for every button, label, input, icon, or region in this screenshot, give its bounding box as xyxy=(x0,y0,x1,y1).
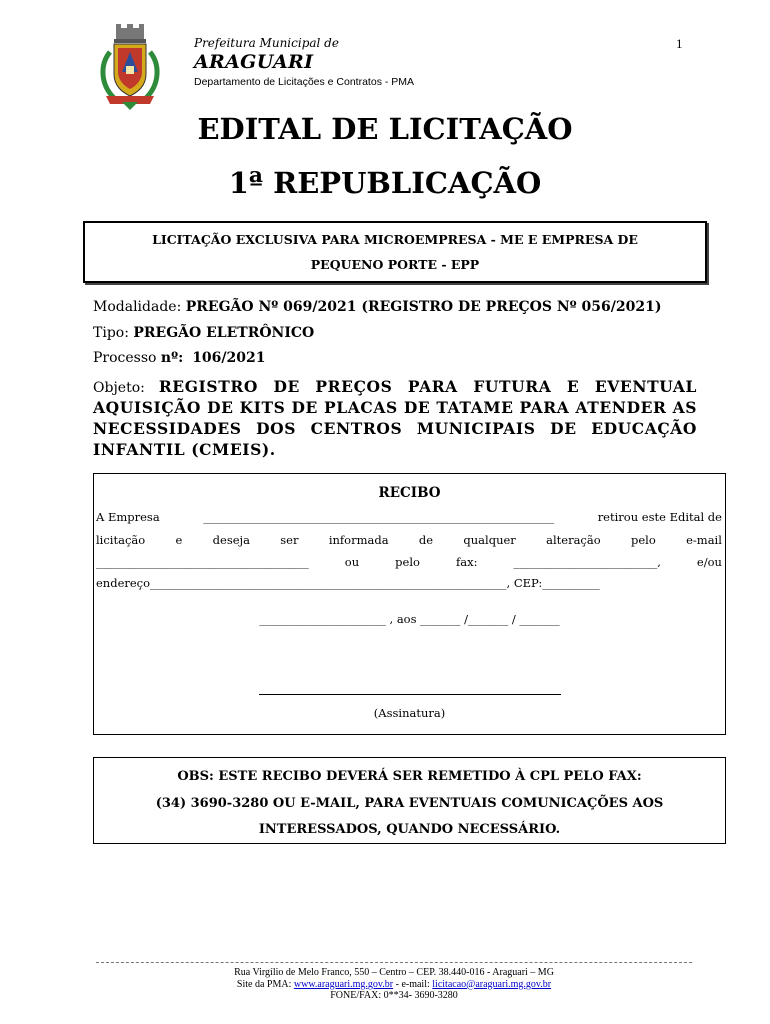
recibo-box xyxy=(93,473,726,735)
tipo-label: Tipo: xyxy=(93,325,129,341)
processo-field xyxy=(93,350,266,366)
footer-email-link[interactable]: licitacao@araguari.mg.gov.br xyxy=(432,978,552,990)
recibo-word: fax: xyxy=(455,555,478,569)
recibo-word: e/ou xyxy=(696,555,722,569)
footer-divider xyxy=(96,962,692,963)
recibo-word: de xyxy=(418,533,434,547)
recibo-text: A Empresa xyxy=(96,510,160,524)
footer-site-label: Site da PMA: xyxy=(236,978,292,990)
exclusive-notice-line1: LICITAÇÃO EXCLUSIVA PARA MICROEMPRESA - ME E EMPRESA DE xyxy=(152,232,638,247)
recibo-date-line: ______________________ , aos _______ /_______ / _______ xyxy=(259,612,560,626)
recibo-line-licitacao xyxy=(96,533,722,547)
fax-blank: _________________________, xyxy=(513,555,661,569)
address-cep-blank: endereço______________________________________________________________, CEP:__________ xyxy=(96,576,600,590)
recibo-title: RECIBO xyxy=(378,485,441,501)
objeto-label: Objeto: xyxy=(93,380,145,396)
exclusive-notice-line2: PEQUENO PORTE - EPP xyxy=(310,257,480,272)
company-blank: _____________________________________________________________ xyxy=(203,510,555,524)
signature-label: (Assinatura) xyxy=(373,706,446,720)
recibo-word: deseja xyxy=(212,533,250,547)
recibo-line-address xyxy=(96,576,722,590)
observation-line3: INTERESSADOS, QUANDO NECESSÁRIO. xyxy=(258,822,561,837)
header-city: ARAGUARI xyxy=(194,51,314,73)
recibo-word: alteração xyxy=(546,533,601,547)
modalidade-field xyxy=(93,299,661,315)
recibo-word: e xyxy=(175,533,183,547)
footer-address: Rua Virgílio de Melo Franco, 550 – Centro – CEP. 38.440-016 - Araguari – MG xyxy=(234,967,554,978)
processo-number-label: nº: xyxy=(160,350,184,366)
objeto-field xyxy=(93,377,697,461)
recibo-word: licitação xyxy=(96,533,146,547)
recibo-word: ou xyxy=(344,555,360,569)
recibo-line-email-fax xyxy=(96,555,722,569)
page-number: 1 xyxy=(676,36,683,51)
observation-box xyxy=(93,757,726,844)
document-header xyxy=(96,22,696,112)
exclusive-notice-box xyxy=(83,221,707,283)
recibo-word: pelo xyxy=(395,555,420,569)
processo-label: Processo xyxy=(93,350,157,366)
processo-value: 106/2021 xyxy=(192,350,266,366)
recibo-text: retirou este Edital de xyxy=(597,510,722,524)
footer-phone: FONE/FAX: 0**34- 3690-3280 xyxy=(330,990,458,1001)
recibo-word: e-mail xyxy=(686,533,722,547)
document-subtitle: 1ª REPUBLICAÇÃO xyxy=(228,166,542,200)
footer-email-label: - e-mail: xyxy=(393,978,430,990)
document-footer xyxy=(0,967,770,1002)
header-prefeitura: Prefeitura Municipal de xyxy=(194,36,339,50)
observation-line2: (34) 3690-3280 OU E-MAIL, PARA EVENTUAIS COMUNICAÇÕES AOS xyxy=(155,795,664,811)
modalidade-label: Modalidade: xyxy=(93,299,182,315)
recibo-word: pelo xyxy=(630,533,656,547)
footer-site-link[interactable]: www.araguari.mg.gov.br xyxy=(293,978,394,990)
objeto-value: REGISTRO DE PREÇOS PARA FUTURA E EVENTUAL AQUISIÇÃO DE KITS DE PLACAS DE TATAME PARA ATENDER AS NECESSIDADES DOS CENTROS MUNICIPAIS DE EDUCAÇÃO INFANTIL (CMEIS). xyxy=(93,377,697,459)
municipal-crest-icon xyxy=(96,22,164,110)
email-blank: _____________________________________ xyxy=(96,555,309,569)
header-department: Departamento de Licitações e Contratos - PMA xyxy=(194,76,415,88)
recibo-line-company xyxy=(96,510,722,524)
observation-line1: OBS: ESTE RECIBO DEVERÁ SER REMETIDO À CPL PELO FAX: xyxy=(177,769,642,784)
document-title: EDITAL DE LICITAÇÃO xyxy=(197,112,573,146)
recibo-word: ser xyxy=(280,533,299,547)
recibo-word: qualquer xyxy=(463,533,516,547)
tipo-field xyxy=(93,325,314,341)
tipo-value: PREGÃO ELETRÔNICO xyxy=(133,325,315,341)
footer-contact xyxy=(0,979,770,991)
recibo-word: informada xyxy=(328,533,389,547)
signature-line xyxy=(259,694,561,695)
modalidade-value: PREGÃO Nº 069/2021 (REGISTRO DE PREÇOS Nº 056/2021) xyxy=(185,299,662,315)
